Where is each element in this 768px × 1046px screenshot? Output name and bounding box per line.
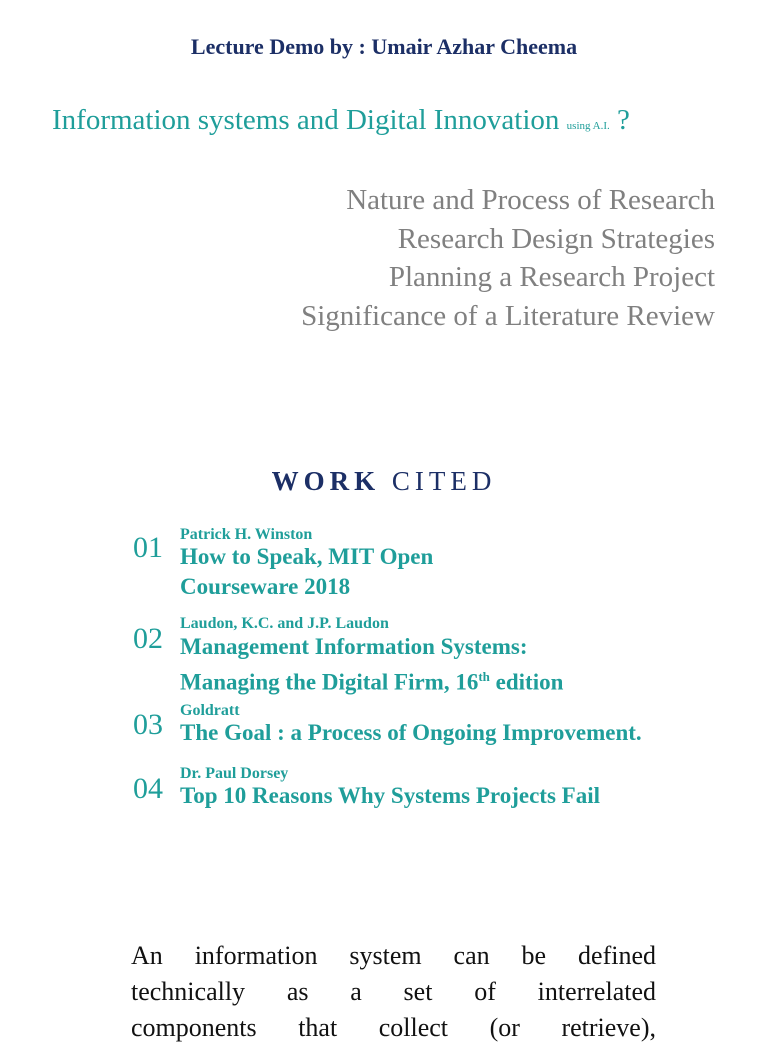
paragraph-line: components that collect (or retrieve), bbox=[131, 1013, 656, 1042]
definition-paragraph bbox=[131, 938, 656, 1046]
topic-item: Planning a Research Project bbox=[388, 261, 715, 293]
citation-title-superscript: th bbox=[478, 669, 490, 684]
topic-list bbox=[301, 181, 715, 335]
work-cited-word1: WORK bbox=[271, 466, 381, 496]
citation-title-line: The Goal : a Process of Ongoing Improvement. bbox=[180, 720, 642, 745]
citation-author: Patrick H. Winston bbox=[180, 526, 313, 543]
citation-number: 02 bbox=[133, 622, 163, 655]
work-cited-heading bbox=[0, 466, 768, 497]
citation-title-line bbox=[180, 662, 563, 698]
course-title-small: using A.I. bbox=[566, 120, 610, 132]
course-title-mark: ? bbox=[617, 104, 630, 136]
lecture-header: Lecture Demo by : Umair Azhar Cheema bbox=[190, 34, 578, 59]
course-title-main: Information systems and Digital Innovation bbox=[52, 104, 560, 136]
citation-title-line: Courseware 2018 bbox=[180, 574, 351, 599]
course-title bbox=[52, 104, 630, 137]
citation-author: Goldratt bbox=[180, 702, 240, 719]
citation-author: Laudon, K.C. and J.P. Laudon bbox=[180, 615, 389, 632]
citation-title-text: edition bbox=[489, 669, 564, 695]
citation-number: 04 bbox=[133, 772, 163, 805]
work-cited-word2: CITED bbox=[391, 466, 497, 496]
citation-title-line: How to Speak, MIT Open bbox=[180, 544, 434, 569]
citation-number: 01 bbox=[133, 531, 163, 564]
paragraph-line: An information system can be defined bbox=[131, 941, 656, 970]
citation-title-text: Managing the Digital Firm, 16 bbox=[180, 669, 479, 695]
topic-item: Research Design Strategies bbox=[397, 222, 715, 255]
topic-item: Nature and Process of Research bbox=[346, 184, 715, 216]
citation-title-line: Top 10 Reasons Why Systems Projects Fail bbox=[180, 783, 600, 808]
citation-number: 03 bbox=[133, 708, 163, 741]
topic-item: Significance of a Literature Review bbox=[301, 299, 715, 332]
citation-author: Dr. Paul Dorsey bbox=[180, 765, 289, 782]
citation-title-line: Management Information Systems: bbox=[180, 634, 528, 659]
paragraph-line: technically as a set of interrelated bbox=[131, 977, 656, 1006]
